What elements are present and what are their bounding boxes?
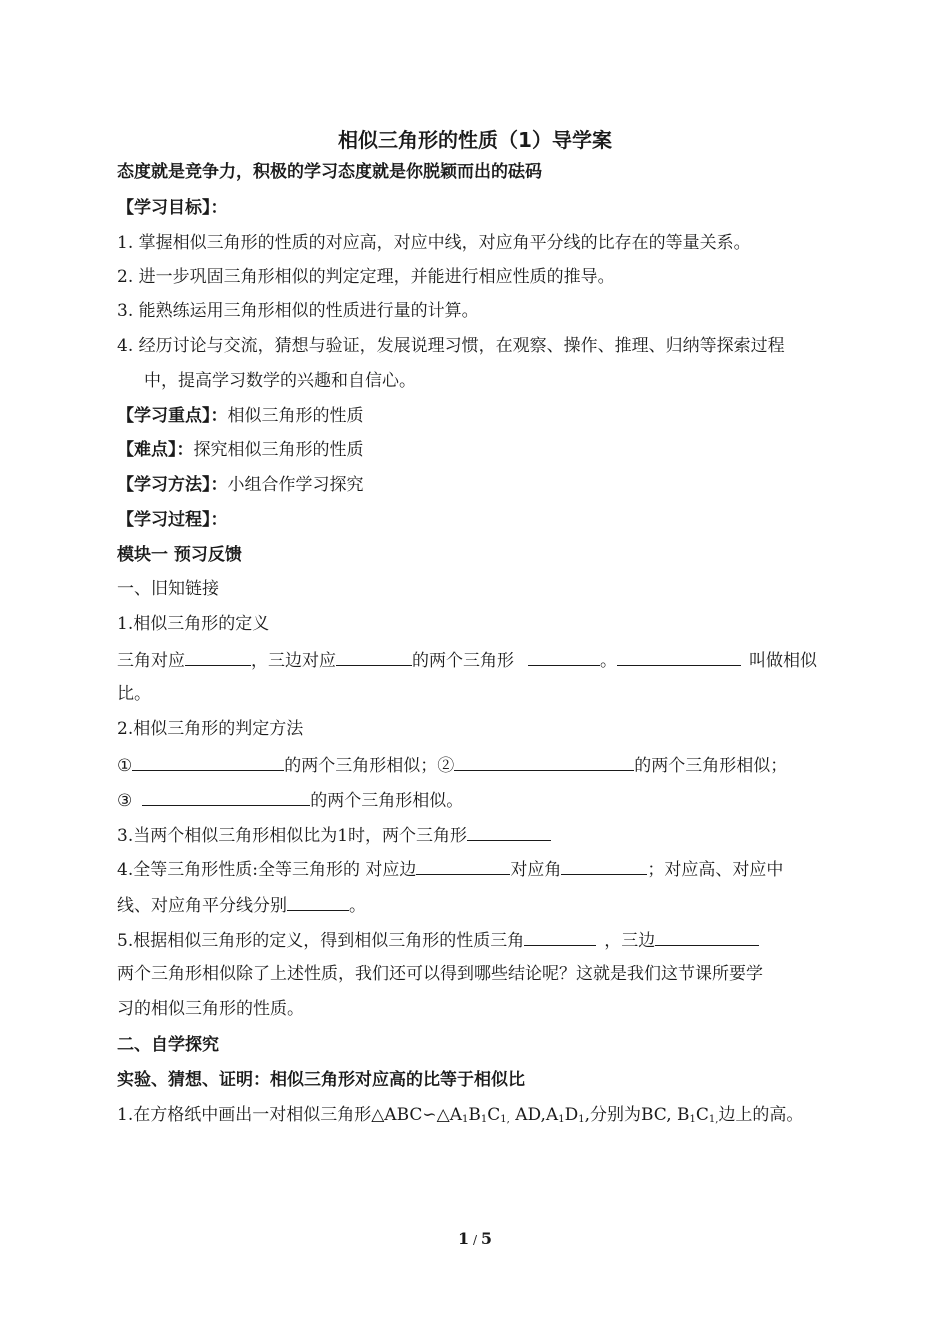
- definition-line: [117, 647, 817, 673]
- text-segment: 线、对应角平分线分别: [117, 896, 287, 916]
- learning-method: [117, 473, 364, 497]
- text-segment: 边上的高。: [718, 1105, 804, 1125]
- subscript: 1: [558, 1114, 565, 1125]
- key-point-text: 相似三角形的性质: [227, 406, 364, 426]
- subscript: 1,: [708, 1114, 719, 1125]
- current-page: 1: [458, 1229, 470, 1248]
- text-segment: D: [564, 1105, 579, 1125]
- objective-item: 2. 进一步巩固三角形相似的判定定理，并能进行相应性质的推导。: [117, 267, 615, 287]
- fill-blank[interactable]: [617, 647, 741, 666]
- text-segment: 。: [600, 651, 617, 671]
- fill-blank[interactable]: [336, 647, 412, 666]
- text-segment: ，三边: [604, 931, 656, 951]
- text-segment: 的两个三角形相似；②: [284, 756, 455, 776]
- text-segment: ③: [117, 791, 133, 811]
- text-segment: ，三边对应: [251, 651, 336, 671]
- text-segment: B: [468, 1105, 481, 1125]
- question-4: [117, 856, 783, 882]
- text-segment: 三角对应: [117, 651, 185, 671]
- process-heading: 【学习过程】：: [117, 510, 228, 530]
- question-title: 1.相似三角形的定义: [117, 614, 270, 634]
- text-segment: 的两个三角形相似；: [634, 756, 788, 776]
- text-segment: 1.在方格纸中画出一对相似三角形△ABC∽△A: [117, 1105, 462, 1125]
- intro-paragraph: 两个三角形相似除了上述性质，我们还可以得到哪些结论呢？这就是我们这节课所要学: [117, 964, 763, 984]
- criteria-line: [117, 787, 463, 813]
- fill-blank[interactable]: [467, 822, 551, 841]
- question-5: [117, 927, 759, 953]
- question-3: [117, 822, 551, 848]
- page-title: 相似三角形的性质（1）导学案: [338, 128, 612, 152]
- intro-paragraph-continued: 习的相似三角形的性质。: [117, 999, 304, 1019]
- text-segment: 的两个三角形: [412, 651, 514, 671]
- difficulty: [117, 438, 364, 462]
- fill-blank[interactable]: [561, 856, 647, 875]
- fill-blank[interactable]: [524, 927, 596, 946]
- definition-line-continued: 比。: [117, 684, 151, 704]
- text-segment: AD,A: [509, 1105, 559, 1125]
- subscript: 1: [689, 1114, 696, 1125]
- text-segment: ,分别为BC, B: [584, 1105, 690, 1125]
- subscript: 1: [578, 1114, 585, 1125]
- text-segment: ①: [117, 756, 133, 776]
- criteria-line: [117, 752, 787, 778]
- fill-blank[interactable]: [287, 892, 349, 911]
- fill-blank[interactable]: [416, 856, 510, 875]
- text-segment: 叫做相似: [749, 651, 817, 671]
- fill-blank[interactable]: [655, 927, 759, 946]
- section-heading: 二、自学探究: [117, 1035, 219, 1055]
- objective-item: 3. 能熟练运用三角形相似的性质进行量的计算。: [117, 301, 479, 321]
- text-segment: C: [695, 1105, 709, 1125]
- key-point: [117, 404, 364, 428]
- text-segment: 的两个三角形相似。: [310, 791, 464, 811]
- text-segment: 。: [349, 896, 366, 916]
- section-heading: 一、旧知链接: [117, 579, 219, 599]
- total-pages: 5: [480, 1229, 492, 1248]
- objective-item: 1. 掌握相似三角形的性质的对应高，对应中线，对应角平分线的比存在的等量关系。: [117, 233, 751, 253]
- question-title: 2.相似三角形的判定方法: [117, 719, 304, 739]
- fill-blank[interactable]: [142, 787, 310, 806]
- fill-blank[interactable]: [185, 647, 251, 666]
- page-number: [0, 1229, 950, 1248]
- objective-item-continued: 中，提高学习数学的兴趣和自信心。: [144, 371, 416, 391]
- key-point-label: 【学习重点】：: [117, 406, 228, 426]
- method-text: 小组合作学习探究: [227, 475, 364, 495]
- fill-blank[interactable]: [528, 647, 600, 666]
- fill-blank[interactable]: [132, 752, 284, 771]
- task-1: [117, 1103, 803, 1132]
- method-label: 【学习方法】：: [117, 475, 228, 495]
- text-segment: 3.当两个相似三角形相似比为1时，两个三角形: [117, 826, 468, 846]
- text-segment: ；对应高、对应中: [647, 860, 784, 880]
- motto: 态度就是竞争力，积极的学习态度就是你脱颖而出的砝码: [117, 162, 542, 182]
- subscript: 1: [461, 1114, 469, 1125]
- text-segment: 5.根据相似三角形的定义，得到相似三角形的性质三角: [117, 931, 525, 951]
- subscript: 1: [480, 1114, 488, 1125]
- experiment-heading: 实验、猜想、证明：相似三角形对应高的比等于相似比: [117, 1070, 525, 1090]
- text-segment: 4.全等三角形性质:全等三角形的 对应边: [117, 860, 417, 880]
- objective-item: 4. 经历讨论与交流，猜想与验证，发展说理习惯，在观察、操作、推理、归纳等探索过程: [117, 336, 785, 356]
- subscript: 1,: [500, 1114, 510, 1125]
- question-4-continued: [117, 892, 366, 918]
- objectives-heading: 【学习目标】：: [117, 198, 228, 218]
- difficulty-text: 探究相似三角形的性质: [193, 440, 364, 460]
- page-separator: /: [469, 1233, 481, 1247]
- difficulty-label: 【难点】：: [117, 440, 194, 460]
- text-segment: C: [487, 1105, 501, 1125]
- module-heading: 模块一 预习反馈: [117, 545, 242, 565]
- fill-blank[interactable]: [454, 752, 634, 771]
- text-segment: 对应角: [510, 860, 562, 880]
